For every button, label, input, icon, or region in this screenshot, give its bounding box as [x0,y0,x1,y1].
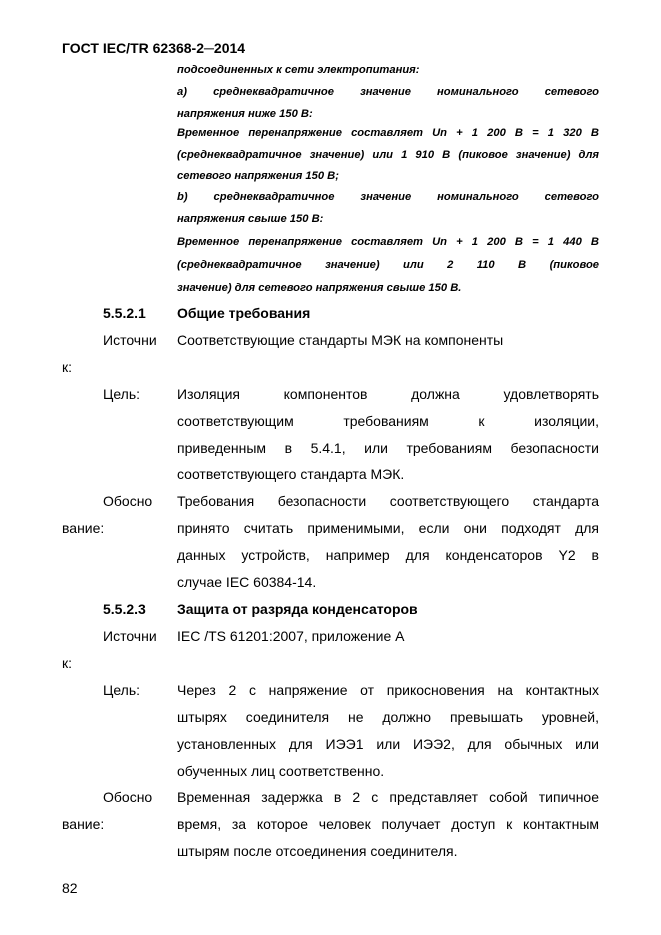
intro-line: напряжения свыше 150 В: [177,213,324,225]
source-text: Соответствующие стандарты МЭК на компоненты [177,332,504,348]
goal-label: Цель: [103,682,141,698]
intro-line: напряжения ниже 150 В: [177,108,313,120]
intro-line: сетевого напряжения 150 В; [177,170,339,182]
rationale-line: принято считать применимыми, если они подходят для [177,520,599,536]
goal-line: Через 2 с напряжение от прикосновения на контактных [177,682,599,698]
intro-line: Временное перенапряжение составляет Un + 1 200 В = 1 320 В [177,127,599,139]
rationale-line: Временная задержка в 2 с представляет собой типичное [177,789,599,805]
goal-line: соответствующим требованиям к изоляции, [177,413,599,429]
intro-line: (среднеквадратичное значение) или 2 110 В (пиковое [177,259,599,271]
rationale-label-cont: вание: [62,520,105,536]
goal-line: обученных лиц соответственно. [177,763,385,779]
source-label-cont: к: [62,655,73,671]
section-title: Общие требования [177,305,311,321]
intro-line: подсоединенных к сети электропитания: [177,64,420,76]
rationale-label-cont: вание: [62,816,105,832]
source-label-cont: к: [62,359,73,375]
rationale-line: время, за которое человек получает доступ к контактным [177,816,599,832]
rationale-label: Обосно [103,493,153,509]
goal-line: Изоляция компонентов должна удовлетворять [177,386,599,402]
intro-line: b) среднеквадратичное значение номинального сетевого [177,191,599,203]
document-header: ГОСТ IEC/TR 62368-2─2014 [62,40,246,56]
rationale-line: Требования безопасности соответствующего стандарта [177,493,599,509]
goal-label: Цель: [103,386,141,402]
goal-line: приведенным в 5.4.1, или требованиям безопасности [177,440,599,456]
intro-line: значение) для сетевого напряжения свыше 150 В. [177,282,462,294]
section-title: Защита от разряда конденсаторов [177,601,418,617]
source-label: Источни [103,628,157,644]
intro-line: (среднеквадратичное значение) или 1 910 В (пиковое значение) для [177,149,599,161]
goal-line: штырях соединителя не должно превышать уровней, [177,709,599,725]
page-number: 82 [62,880,78,896]
rationale-line: данных устройств, например для конденсаторов Y2 в [177,547,599,563]
section-number: 5.5.2.3 [103,601,146,617]
rationale-label: Обосно [103,789,153,805]
source-text: IEC /TS 61201:2007, приложение А [177,628,405,644]
section-number: 5.5.2.1 [103,305,146,321]
source-label: Источни [103,332,157,348]
goal-line: соответствующего стандарта МЭК. [177,466,405,482]
rationale-line: штырям после отсоединения соединителя. [177,843,458,859]
intro-line: a) среднеквадратичное значение номинального сетевого [177,86,599,98]
rationale-line: случае IEC 60384-14. [177,574,317,590]
goal-line: установленных для ИЭЭ1 или ИЭЭ2, для обычных или [177,736,599,752]
intro-line: Временное перенапряжение составляет Un + 1 200 В = 1 440 В [177,236,599,248]
